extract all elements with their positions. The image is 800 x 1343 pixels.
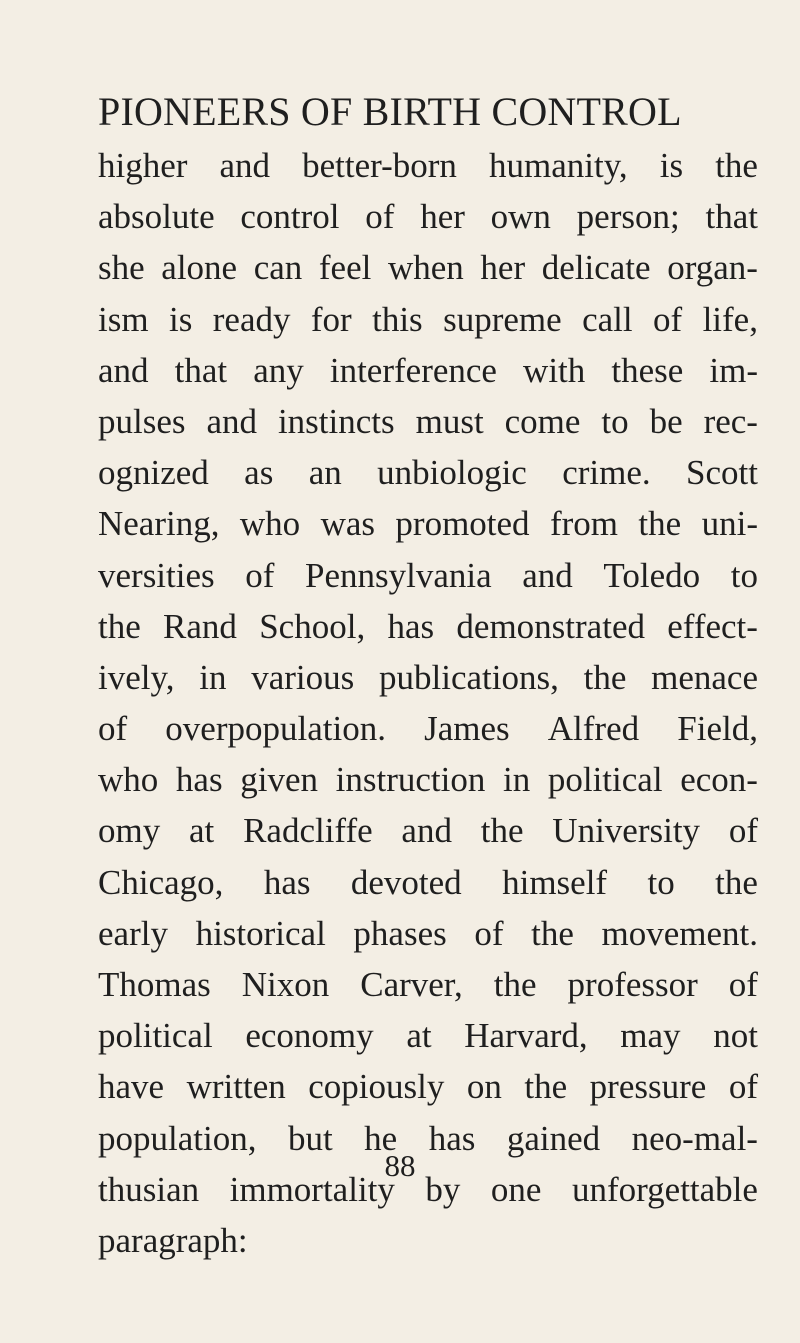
word: that [705, 197, 758, 237]
word: own [490, 197, 551, 237]
word: is [659, 146, 684, 185]
word: University [552, 811, 701, 851]
word: econ- [680, 760, 758, 800]
word: gained [506, 1118, 601, 1158]
word: of [653, 299, 683, 339]
word: effect- [667, 606, 758, 646]
word: Carver, [360, 965, 463, 1004]
text-line [98, 703, 758, 754]
text-line [98, 754, 758, 805]
word: be [649, 401, 683, 441]
running-head: PIONEERS OF BIRTH CONTROL [98, 89, 682, 134]
word: early [98, 913, 168, 953]
word: may [620, 1016, 681, 1056]
word: written [186, 1067, 286, 1107]
text-line [98, 601, 758, 652]
word: the [583, 657, 627, 697]
word: Chicago, [98, 862, 224, 902]
word: and [206, 401, 257, 441]
word: call [582, 299, 633, 339]
word: when [387, 248, 464, 288]
word: Alfred [547, 709, 640, 749]
word: he [364, 1118, 398, 1158]
word: in [502, 760, 531, 800]
word: absolute [98, 197, 215, 237]
word: of [474, 913, 504, 953]
text-line [98, 959, 758, 1010]
word: has [387, 606, 435, 646]
text-line [98, 294, 758, 345]
word: by [425, 1169, 461, 1209]
word: Scott [686, 453, 758, 493]
word: who [239, 504, 301, 544]
word: Rand [163, 606, 237, 646]
word: must [415, 401, 484, 441]
word: im- [709, 350, 758, 390]
word: ready [212, 299, 291, 339]
word: the [524, 1067, 568, 1107]
word: instruction [335, 760, 486, 800]
word: publications, [379, 657, 559, 697]
word: uni- [701, 504, 758, 544]
word: population, [98, 1118, 257, 1158]
word: himself [502, 862, 608, 902]
text-line [98, 908, 758, 959]
word: life, [702, 299, 758, 339]
word: of [365, 197, 395, 237]
word: demonstrated [456, 606, 645, 646]
word: neo-mal- [631, 1118, 758, 1158]
word: economy [245, 1016, 374, 1056]
word: rec- [703, 401, 758, 441]
word: School, [259, 606, 366, 646]
word: the [638, 504, 682, 544]
word: Toledo [603, 555, 701, 595]
word: not [713, 1016, 758, 1056]
word: pulses [98, 401, 186, 441]
word: the [715, 862, 758, 902]
word: of [245, 555, 275, 595]
word: James [424, 709, 510, 749]
page-number: 88 [384, 1148, 416, 1183]
word: higher [98, 146, 188, 185]
word: historical [195, 913, 326, 953]
text-line [98, 191, 758, 242]
word: of [728, 965, 758, 1004]
word: is [168, 299, 193, 339]
word: the [715, 146, 758, 185]
word: thusian [98, 1169, 200, 1209]
word: who [98, 760, 159, 800]
word: and [401, 811, 452, 851]
word: ively, [98, 657, 175, 697]
word: but [287, 1118, 333, 1158]
word: the [480, 811, 524, 851]
text-line [98, 857, 758, 908]
word: at [406, 1016, 432, 1056]
word: from [549, 504, 619, 544]
word: can [253, 248, 303, 288]
word: that [174, 350, 228, 390]
word: of [728, 811, 758, 851]
word: the [98, 606, 141, 646]
word: feel [318, 248, 372, 288]
text-line [98, 242, 758, 293]
word: professor [567, 965, 698, 1004]
word: delicate [541, 248, 651, 288]
word: immortality [229, 1169, 395, 1209]
word: interference [329, 350, 497, 390]
word: with [523, 350, 586, 390]
word: promoted [395, 504, 530, 544]
word: phases [353, 913, 447, 953]
word: unbiologic [377, 453, 527, 493]
word: her [480, 248, 526, 288]
body-text [98, 140, 758, 1266]
word: person; [576, 197, 680, 237]
word: Harvard, [464, 1016, 588, 1056]
text-line [98, 550, 758, 601]
word: as [244, 453, 274, 493]
word: this [372, 299, 423, 339]
word: paragraph: [98, 1220, 248, 1260]
word: in [199, 657, 227, 697]
word: on [466, 1067, 502, 1107]
word: Field, [677, 709, 758, 749]
word: omy [98, 811, 161, 851]
text-line [98, 1010, 758, 1061]
word: she [98, 248, 145, 288]
word: overpopulation. [165, 709, 386, 749]
word: ognized [98, 453, 209, 493]
word: organ- [667, 248, 758, 288]
word: devoted [350, 862, 462, 902]
word: was [320, 504, 376, 544]
word: the [531, 913, 574, 953]
word: instincts [277, 401, 395, 441]
word: to [730, 555, 758, 595]
word: supreme [443, 299, 562, 339]
text-line [98, 396, 758, 447]
word: Radcliffe [243, 811, 373, 851]
word: to [601, 401, 629, 441]
word: Nearing, [98, 504, 220, 544]
word: political [98, 1016, 213, 1056]
word: better-born [302, 146, 457, 185]
word: of [728, 1067, 758, 1107]
word: has [428, 1118, 476, 1158]
word: versities [98, 555, 215, 595]
text-line [98, 652, 758, 703]
word: these [611, 350, 684, 390]
word: Pennsylvania [305, 555, 492, 595]
word: humanity, [489, 146, 628, 185]
word: alone [161, 248, 238, 288]
word: and [522, 555, 573, 595]
text-line [98, 1061, 758, 1112]
text-line [98, 805, 758, 856]
word: at [189, 811, 215, 851]
text-line [98, 447, 758, 498]
word: have [98, 1067, 165, 1107]
word: the [493, 965, 537, 1004]
text-line [98, 345, 758, 396]
word: control [240, 197, 340, 237]
word: one [490, 1169, 542, 1209]
word: ism [98, 299, 149, 339]
word: movement. [601, 913, 758, 953]
word: for [310, 299, 352, 339]
word: political [547, 760, 663, 800]
word: given [240, 760, 318, 800]
word: come [504, 401, 581, 441]
word: pressure [589, 1067, 707, 1107]
text-line [98, 140, 758, 191]
word: has [175, 760, 223, 800]
word: has [263, 862, 311, 902]
text-line [98, 498, 758, 549]
word: her [420, 197, 465, 237]
word: crime. [562, 453, 651, 493]
word: and [219, 146, 271, 185]
word: Nixon [241, 965, 330, 1004]
word: and [98, 350, 149, 390]
word: copiously [308, 1067, 445, 1107]
word: of [98, 709, 128, 749]
word: to [647, 862, 675, 902]
word: various [251, 657, 355, 697]
word: an [308, 453, 342, 493]
word: menace [651, 657, 758, 697]
word: Thomas [98, 965, 211, 1004]
word: unforgettable [571, 1169, 758, 1209]
text-line [98, 1215, 758, 1266]
word: any [253, 350, 304, 390]
